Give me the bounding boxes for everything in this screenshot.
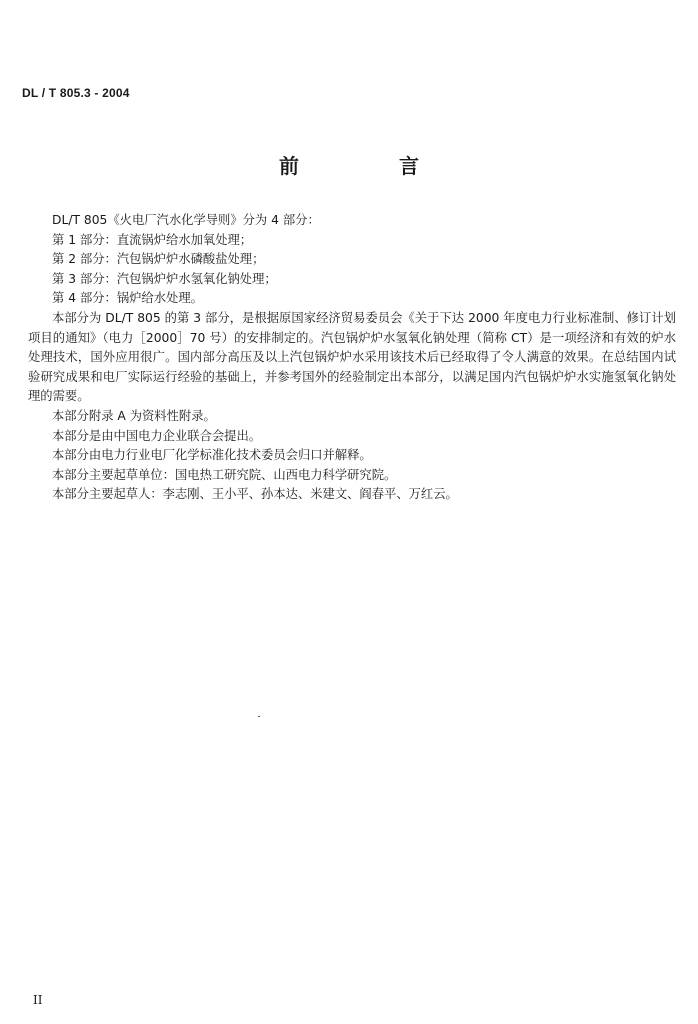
paragraph-responsible-committee: 本部分由电力行业电厂化学标准化技术委员会归口并解释。 (52, 448, 372, 463)
paragraph-background: 本部分为 DL/T 805 的第 3 部分，是根据原国家经济贸易委员会《关于下达 2000 年度电力行业标准制、修订计划项目的通知》（电力［2000］70 号）的安排制定的。汽包锅炉炉水氢氧化钠处理（简称 CT）是一项经济和有效的炉水处理技术，国外应用很广。国内部分高压及以上汽包锅炉炉水采用该技术后已经取得了令人满意的效果。在总结国内试验研究成果和电厂实际运行经验的基础上，并参考国外的经验制定出本部分，以满足国内汽包锅炉炉水实施氢氧化钠处理的需要。 (28, 310, 676, 404)
stray-mark (258, 716, 260, 717)
standard-number-header: DL / T 805.3 - 2004 (22, 86, 130, 100)
paragraph-appendix: 本部分附录 A 为资料性附录。 (52, 408, 216, 423)
paragraph-part-4: 第 4 部分：锅炉给水处理。 (52, 291, 203, 306)
page-title: 前 言 (279, 154, 459, 178)
paragraph-proposer: 本部分是由中国电力企业联合会提出。 (52, 428, 262, 443)
paragraph-part-1: 第 1 部分：直流锅炉给水加氧处理； (52, 232, 253, 247)
page-number: II (33, 993, 43, 1007)
paragraph-part-3: 第 3 部分：汽包锅炉炉水氢氧化钠处理； (52, 271, 277, 286)
foreword-body (28, 211, 676, 505)
paragraph-drafters: 本部分主要起草人：李志刚、王小平、孙本达、米建文、阎春平、万红云。 (52, 487, 458, 502)
paragraph-drafting-units: 本部分主要起草单位：国电热工研究院、山西电力科学研究院。 (52, 467, 397, 482)
paragraph-part-2: 第 2 部分：汽包锅炉炉水磷酸盐处理； (52, 252, 265, 267)
paragraph-intro: DL/T 805《火电厂汽水化学导则》分为 4 部分： (52, 213, 320, 227)
